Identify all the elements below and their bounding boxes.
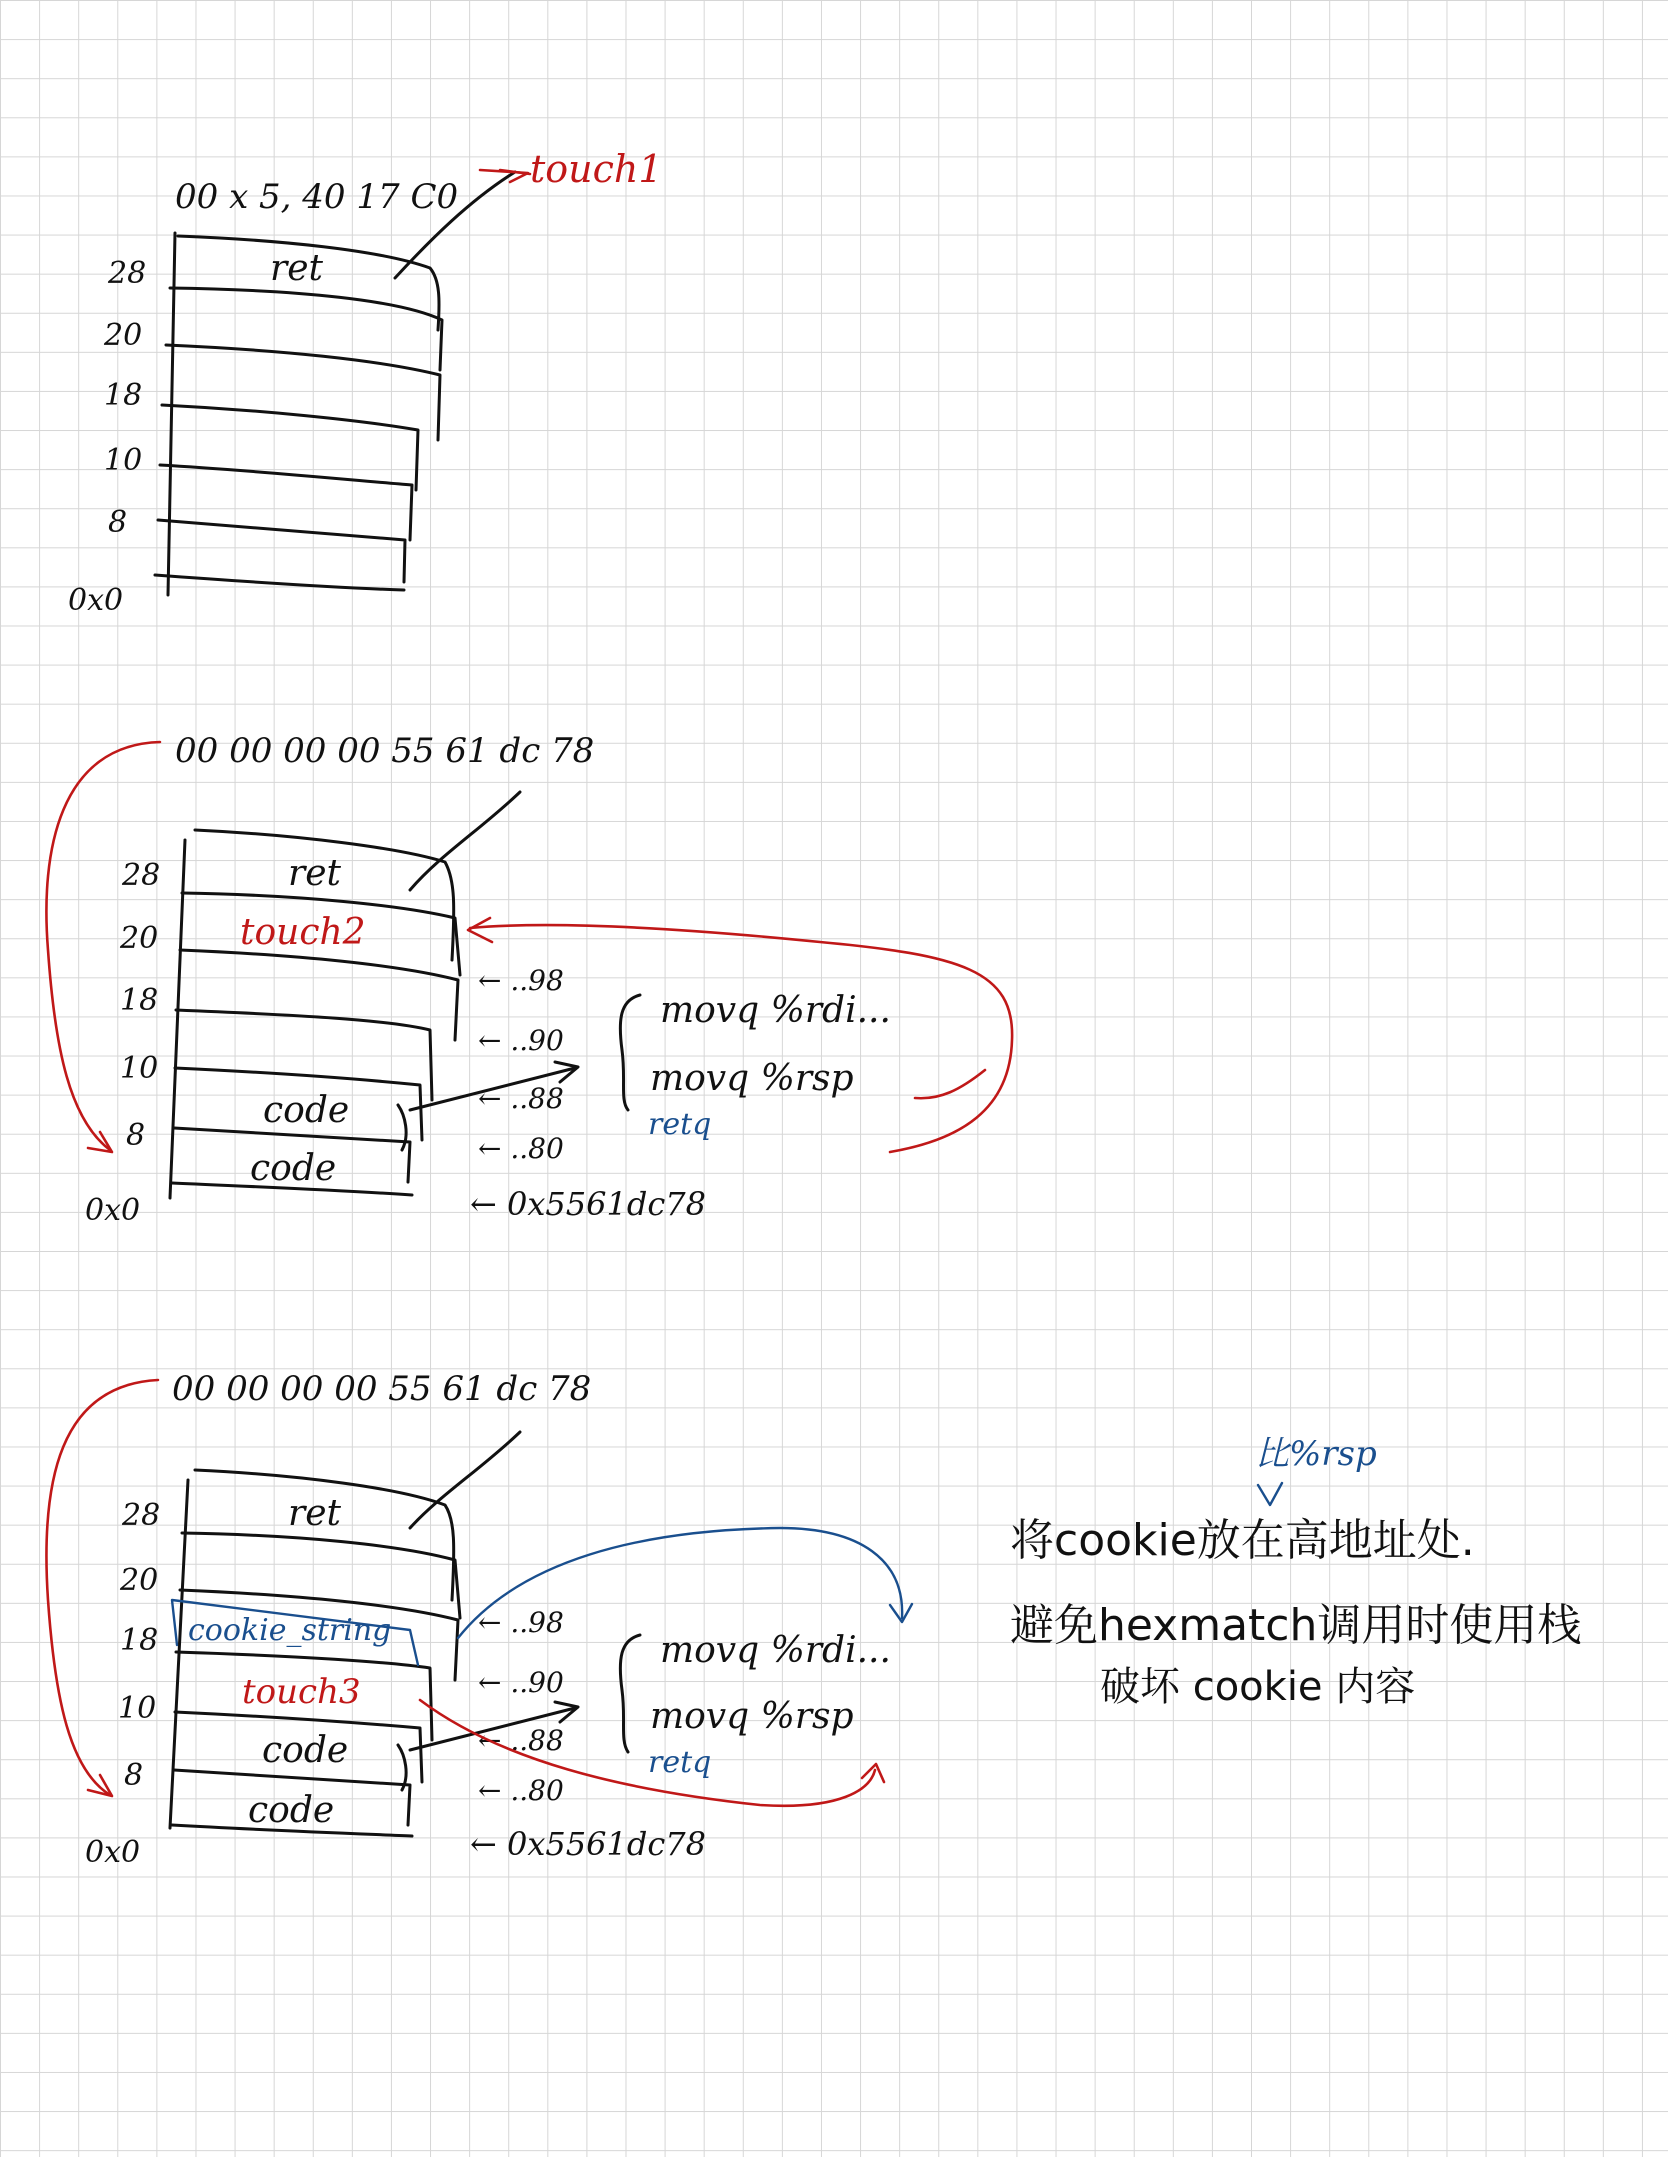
d1-slot-5 (158, 520, 405, 582)
d3-offset-8: 8 (124, 1758, 144, 1793)
d1-offset-28: 28 (108, 256, 147, 291)
d3-offset-10: 10 (118, 1691, 157, 1726)
d1-offset-10: 10 (104, 443, 143, 478)
d2-slot-3 (176, 1010, 432, 1100)
d3-offset-0x0: 0x0 (85, 1835, 141, 1870)
d3-slot-code-1: code (262, 1730, 349, 1771)
d3-addr-base: ← 0x5561dc78 (470, 1825, 706, 1863)
d1-slot-3 (162, 405, 418, 490)
d3-offset-28: 28 (122, 1498, 161, 1533)
d2-asm-brace (620, 995, 640, 1110)
d2-asm-line-3: retq (648, 1107, 712, 1142)
d2-addr-98: ← ..98 (478, 964, 564, 997)
diagram-2 (46, 731, 1012, 1228)
d2-asm-line-1: movq %rdi... (660, 990, 891, 1031)
d2-slot-ret: ret (288, 853, 341, 894)
d2-address-label: 00 00 00 00 55 61 dc 78 (175, 731, 595, 771)
d2-red-return-tail (915, 1070, 985, 1098)
d1-offset-8: 8 (108, 505, 128, 540)
d3-addr-80: ← ..80 (478, 1774, 564, 1807)
d2-addr-90: ← ..90 (478, 1024, 564, 1057)
d3-asm-line-1: movq %rdi... (660, 1630, 891, 1671)
d3-note-line-1: 将cookie放在高地址处. (1010, 1515, 1475, 1566)
d3-slot-ret: ret (288, 1493, 341, 1534)
d3-addr-90: ← ..90 (478, 1666, 564, 1699)
d2-offset-8: 8 (126, 1118, 146, 1153)
d3-offset-18: 18 (120, 1623, 159, 1658)
d3-slot-touch3: touch3 (242, 1672, 361, 1712)
d3-slot-code-2: code (248, 1790, 335, 1831)
d2-addr-88: ← ..88 (478, 1082, 564, 1115)
d2-addr-80: ← ..80 (478, 1132, 564, 1165)
d3-note-line-2: 避免hexmatch调用时使用栈 (1010, 1600, 1582, 1651)
diagram-1 (68, 147, 663, 618)
d3-annotation-top: 比%rsp (1255, 1434, 1377, 1474)
d2-offset-10: 10 (120, 1051, 159, 1086)
d1-slot-1 (170, 288, 442, 370)
d3-slot-cookie: cookie_string (188, 1613, 392, 1648)
d2-brace (398, 1105, 406, 1150)
d3-addr-88: ← ..88 (478, 1724, 564, 1757)
d3-ret-arrow (410, 1432, 520, 1528)
d2-asm-line-2: movq %rsp (650, 1058, 854, 1099)
d2-slot-touch2: touch2 (240, 912, 366, 953)
d1-slot-4 (160, 465, 412, 540)
d2-red-return-head (468, 918, 492, 942)
d3-asm-line-3: retq (648, 1745, 712, 1780)
d3-slot-1 (182, 1533, 460, 1618)
d3-asm-line-2: movq %rsp (650, 1696, 854, 1737)
d2-offset-0x0: 0x0 (85, 1193, 141, 1228)
d1-target-label: touch1 (530, 147, 663, 191)
d1-address-label: 00 x 5, 40 17 C0 (175, 177, 459, 217)
d1-offset-0x0: 0x0 (68, 583, 124, 618)
d1-slot-6 (155, 575, 404, 590)
d1-slot-ret: ret (270, 248, 323, 289)
d2-addr-base: ← 0x5561dc78 (470, 1185, 706, 1223)
d3-addr-98: ← ..98 (478, 1606, 564, 1639)
diagram-3 (46, 1369, 1581, 1870)
d3-address-label: 00 00 00 00 55 61 dc 78 (172, 1369, 592, 1409)
d3-annotation-caret (1258, 1483, 1282, 1505)
d2-offset-18: 18 (120, 983, 159, 1018)
d2-offset-20: 20 (120, 921, 159, 956)
d1-offset-20: 20 (104, 318, 143, 353)
d3-asm-brace (620, 1635, 640, 1752)
d3-offset-20: 20 (120, 1563, 159, 1598)
d2-slot-code-1: code (263, 1090, 350, 1131)
d2-slot-code-2: code (250, 1148, 337, 1189)
d1-offset-18: 18 (104, 378, 143, 413)
d2-ret-arrow (410, 792, 520, 890)
d3-note-line-3: 破坏 cookie 内容 (1100, 1664, 1416, 1710)
d2-offset-28: 28 (122, 858, 161, 893)
